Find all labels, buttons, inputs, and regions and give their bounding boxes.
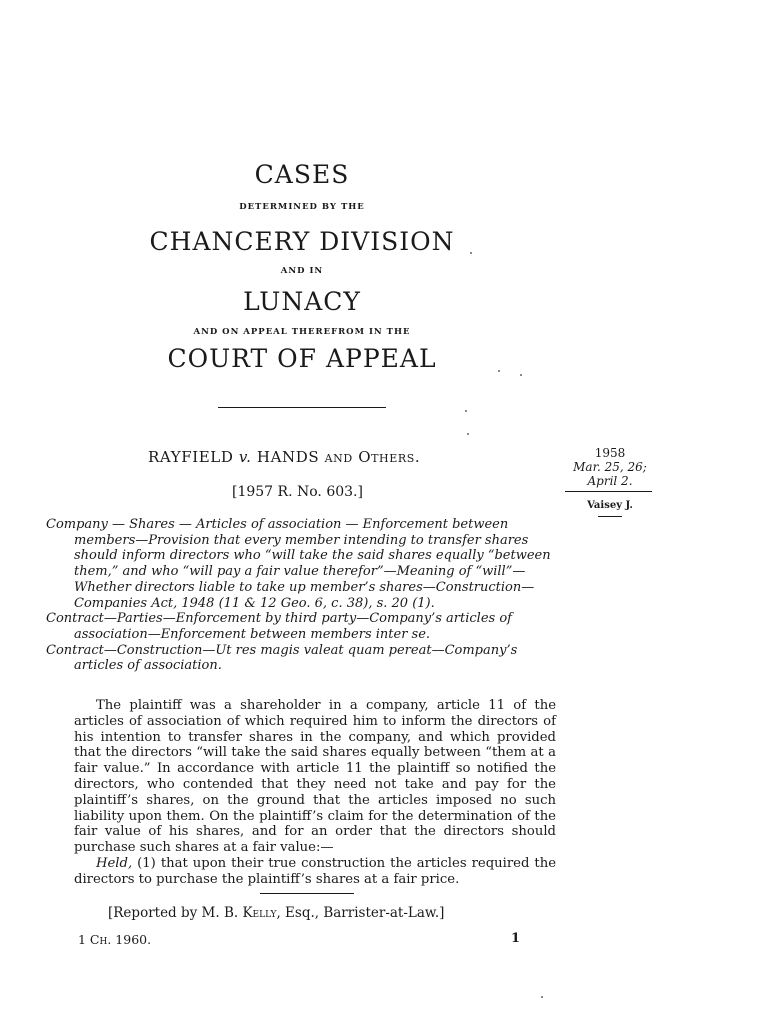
page-number: 1 xyxy=(511,931,521,946)
reporter-prefix: [Reported by M. B. xyxy=(108,905,243,921)
headnote-paragraph: Contract—Parties—Enforcement by third party—Company’s articles of association—Enforcement between members inter se. xyxy=(46,611,512,642)
scan-speck xyxy=(541,996,543,998)
held-text: (1) that upon their true construction the articles required the directors to purchase the plaintiff’s shares at a fair price. xyxy=(74,855,556,887)
case-name-others: Others. xyxy=(358,448,421,466)
sidenote-year: 1958 xyxy=(594,446,626,460)
headnote-paragraph: Company — Shares — Articles of association — Enforcement between members—Provision that every member intending to transfer shares should inform directors who “will take the said shares equally “between them,” and who “will pay a fair value therefor”—Meaning of “will”—Whether directors liable to take up member’s shares—Construction—Companies Act, 1948 (11 & 12 Geo. 6, c. 38), s. 20 (1). xyxy=(46,517,551,611)
title-division: CHANCERY DIVISION xyxy=(149,227,455,256)
title-determined-by: DETERMINED BY THE xyxy=(239,202,365,212)
title-appeal-line: AND ON APPEAL THEREFROM IN THE xyxy=(193,327,411,337)
sidenote-judge: Vaisey J. xyxy=(587,500,633,511)
title-rule xyxy=(218,407,386,408)
case-name-defendant: HANDS xyxy=(256,448,320,466)
case-name xyxy=(148,448,420,466)
title-cases: CASES xyxy=(254,160,350,189)
held-word: Held, xyxy=(96,855,133,871)
volume-citation: 1 Ch. 1960. xyxy=(78,932,152,947)
summary-paragraph-1: The plaintiff was a shareholder in a company, article 11 of the articles of association of which required him to inform the directors of his intention to transfer shares in the company, and which provided that the directors “will take the said shares equally between “them at a fair value.” In accordance with article 11 the plaintiff so notified the directors, who contended that they need not take and pay for the plaintiff’s shares, on the ground that the articles imposed no such liability upon them. On the plaintiff’s claim for the determination of the fair value of his shares, and for an order that the directors should purchase such shares at a fair value:— xyxy=(74,698,556,856)
reporter-line xyxy=(108,905,444,921)
title-court: COURT OF APPEAL xyxy=(167,344,437,373)
summary-text xyxy=(74,698,556,888)
headnote-paragraph: Contract—Construction—Ut res magis valeat quam pereat—Company’s articles of association. xyxy=(46,642,518,674)
sidenote xyxy=(560,446,660,488)
scan-speck xyxy=(467,433,469,435)
case-name-and: AND xyxy=(324,452,353,465)
sidenote-rule xyxy=(565,491,652,492)
summary-paragraph-2 xyxy=(74,856,556,888)
scan-speck xyxy=(465,410,467,412)
title-lunacy: LUNACY xyxy=(243,287,361,316)
reporter-suffix: , Esq., Barrister-at-Law.] xyxy=(276,905,445,921)
reporter-name: Kelly xyxy=(242,905,277,921)
case-name-versus: v. xyxy=(238,448,252,466)
sidenote-dates-1: Mar. 25, 26; xyxy=(573,460,647,474)
sidenote-dates-2: April 2. xyxy=(587,474,633,488)
scan-speck xyxy=(520,374,522,376)
scan-speck xyxy=(498,370,500,372)
sidenote-rule-short xyxy=(598,516,622,517)
case-name-plaintiff: RAYFIELD xyxy=(148,448,234,466)
scan-speck xyxy=(470,252,472,254)
title-and-in: AND IN xyxy=(280,266,324,276)
case-reference: [1957 R. No. 603.] xyxy=(232,484,363,500)
headnote xyxy=(46,517,556,674)
reporter-rule xyxy=(260,893,354,894)
